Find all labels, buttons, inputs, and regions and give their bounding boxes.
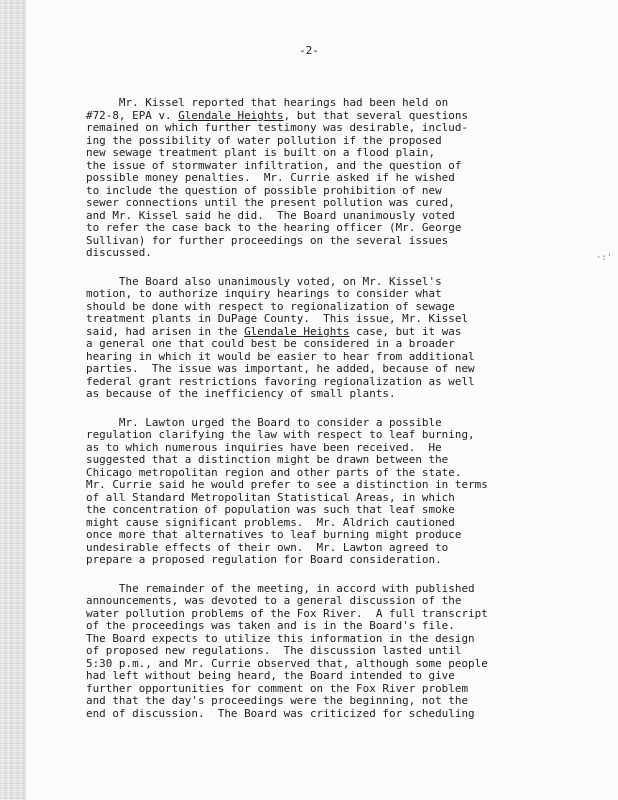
scan-edge-noise (0, 0, 26, 800)
text-run: to refer the case back to the hearing officer (Mr. George (86, 221, 462, 234)
text-run: new sewage treatment plant is built on a flood plain, (86, 146, 436, 159)
text-run: Sullivan) for further proceedings on the several issues (86, 233, 449, 247)
text-run: the issue of stormwater infiltration, and the question of (86, 158, 462, 172)
text-run: of the proceedings was taken and is in the Board's file. (86, 619, 455, 632)
text-run: regulation clarifying the law with respect to leaf burning, (86, 428, 475, 441)
text-run: a general one that could best be considered in a broader (86, 337, 455, 350)
text-run: and Mr. Kissel said he did. The Board unanimously voted (86, 208, 455, 222)
paragraph (86, 583, 556, 721)
text-run: prepare a proposed regulation for Board consideration. (86, 553, 442, 566)
text-run: of all Standard Metropolitan Statistical Areas, in which (86, 490, 455, 504)
text-run: undesirable effects of their own. Mr. Lawton agreed to (86, 540, 449, 554)
text-run: federal grant restrictions favoring regionalization as well (86, 374, 475, 388)
paragraph (86, 97, 556, 260)
text-line (86, 235, 556, 248)
text-run: The remainder of the meeting, in accord with published (86, 581, 475, 595)
text-run: water pollution problems of the Fox River. A full transcript (86, 606, 488, 620)
text-run: #72-8, EPA v. (86, 108, 179, 122)
text-run: the concentration of population was such that leaf smoke (86, 503, 455, 516)
text-run: Chicago metropolitan region and other parts of the state. (86, 465, 462, 479)
text-run: treatment plants in DuPage County. This issue, Mr. Kissel (86, 312, 469, 325)
text-run: had left without being heard, the Board intended to give (86, 669, 455, 682)
text-run: ing the possibility of water pollution if the proposed (86, 133, 442, 147)
text-run: suggested that a distinction might be drawn between the (86, 453, 449, 466)
text-run: said, had arisen in the (86, 324, 245, 338)
text-run: 5:30 p.m., and Mr. Currie observed that, although some people (86, 656, 488, 670)
text-run: as to which numerous inquiries have been received. He (86, 440, 442, 454)
text-run: , but that several questions (283, 108, 469, 122)
text-line (86, 708, 556, 721)
text-run: Mr. Currie said he would prefer to see a distinction in terms (86, 478, 488, 491)
scan-speck: ·:' (596, 253, 613, 263)
text-run: hearing in which it would be easier to hear from additional (86, 349, 475, 363)
text-run: case, but it was (349, 324, 462, 338)
text-run: The Board expects to utilize this information in the design (86, 631, 475, 645)
text-run: end of discussion. The Board was criticized for scheduling (86, 706, 475, 720)
text-run: and that the day's proceedings were the beginning, not the (86, 694, 469, 707)
text-run: once more that alternatives to leaf burning might produce (86, 528, 462, 541)
text-run: remained on which further testimony was desirable, includ- (86, 121, 469, 134)
paragraph (86, 417, 556, 567)
text-run: as because of the inefficiency of small plants. (86, 387, 396, 400)
text-line (86, 247, 556, 260)
text-run: to include the question of possible prohibition of new (86, 183, 442, 197)
text-run: The Board also unanimously voted, on Mr. Kissel's (86, 274, 442, 288)
text-line (86, 554, 556, 567)
minutes-body (86, 97, 556, 736)
text-run: should be done with respect to regionalization of sewage (86, 299, 455, 313)
text-run: might cause significant problems. Mr. Aldrich cautioned (86, 515, 455, 529)
text-run: parties. The issue was important, he added, because of new (86, 362, 475, 375)
text-run: further opportunities for comment on the Fox River problem (86, 681, 469, 695)
text-run: possible money penalties. Mr. Currie asked if he wished (86, 171, 455, 184)
text-run: announcements, was devoted to a general discussion of the (86, 594, 462, 607)
text-line (86, 388, 556, 401)
page-number: -2- (299, 44, 319, 57)
paragraph (86, 276, 556, 401)
text-run: motion, to authorize inquiry hearings to consider what (86, 287, 442, 300)
underlined-case-name: Glendale Heights (178, 108, 284, 122)
underlined-case-name: Glendale Heights (244, 324, 350, 338)
text-run: discussed. (86, 246, 152, 259)
text-run: Mr. Kissel reported that hearings had been held on (86, 96, 449, 109)
text-run: Mr. Lawton urged the Board to consider a possible (86, 415, 442, 429)
text-run: sewer connections until the present pollution was cured, (86, 196, 455, 209)
text-run: of proposed new regulations. The discussion lasted until (86, 644, 462, 657)
